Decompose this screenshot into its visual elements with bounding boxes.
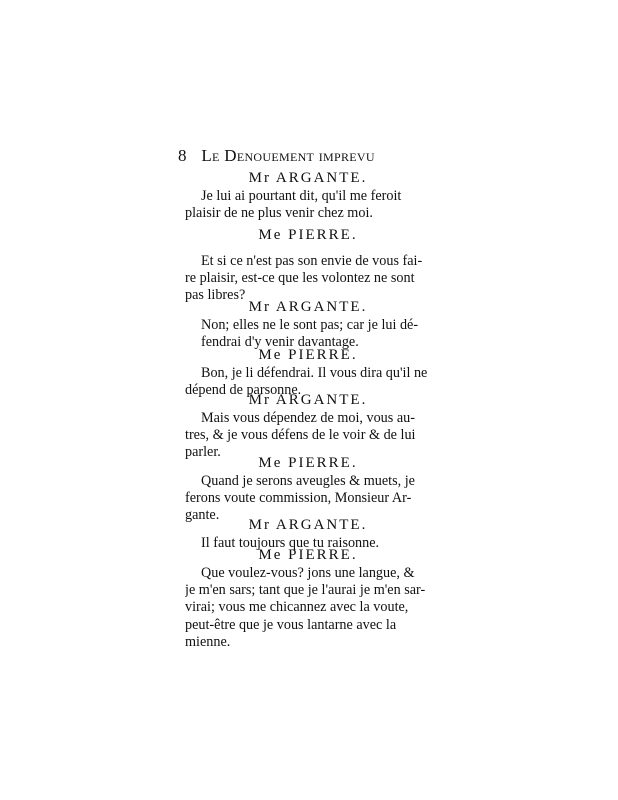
speech-block	[185, 453, 431, 525]
speech-line: fendrai d'y venir davantage.	[201, 334, 359, 351]
speech-line: tres, & je vous défens de le voir & de lui	[185, 427, 416, 444]
running-title: Le Denouement imprevu	[201, 146, 375, 165]
speech-line: Non; elles ne le sont pas; car je lui dé-	[201, 317, 419, 333]
speech-line: gante.	[185, 507, 220, 524]
speech-line: Que voulez-vous? jons une langue, &	[201, 565, 415, 581]
speech-line: ferons voute commission, Monsieur Ar-	[185, 490, 412, 507]
speech-text	[185, 188, 431, 222]
speaker-name: Me PIERRE.	[258, 227, 358, 243]
speech-line: pas libres?	[185, 287, 246, 304]
speech-block	[185, 168, 431, 222]
speech-line: dépend de parsonne.	[185, 382, 302, 399]
speech-text	[185, 565, 431, 651]
speech-line: mienne.	[185, 633, 231, 650]
speech-line: je m'en sars; tant que je l'aurai je m'en sar-	[185, 582, 426, 599]
speech-line: plaisir de ne plus venir chez moi.	[185, 205, 373, 222]
speech-line: Et si ce n'est pas son envie de vous fai-	[201, 253, 423, 269]
speaker-name: Me PIERRE.	[258, 547, 358, 563]
speaker-name: Mr ARGANTE.	[248, 299, 368, 315]
speech-line: re plaisir, est-ce que les volontez ne sont	[185, 270, 415, 287]
speech-line: Mais vous dépendez de moi, vous au-	[201, 410, 415, 426]
speaker-name: Me PIERRE.	[258, 347, 358, 363]
speech-block	[185, 545, 431, 651]
speech-block	[185, 225, 431, 305]
speech-line: parler.	[185, 444, 221, 461]
speech-line: virai; vous me chicannez avec la voute,	[185, 599, 409, 616]
speech-block	[185, 390, 431, 462]
speaker-name: Mr ARGANTE.	[248, 392, 368, 408]
speech-line: Il faut toujours que tu raisonne.	[201, 535, 380, 551]
speech-line: Bon, je li défendrai. Il vous dira qu'il ne	[201, 365, 428, 381]
speaker-name: Mr ARGANTE.	[248, 517, 368, 533]
speech-line: Quand je serons aveugles & muets, je	[201, 473, 415, 489]
running-header	[178, 146, 438, 170]
speaker-name: Me PIERRE.	[258, 455, 358, 471]
speaker-name: Mr ARGANTE.	[248, 170, 368, 186]
speech-block	[185, 297, 431, 351]
page-number: 8	[178, 146, 187, 165]
speech-line: Je lui ai pourtant dit, qu'il me feroit	[201, 188, 402, 204]
speech-line: peut-être que je vous lantarne avec la	[185, 616, 397, 633]
